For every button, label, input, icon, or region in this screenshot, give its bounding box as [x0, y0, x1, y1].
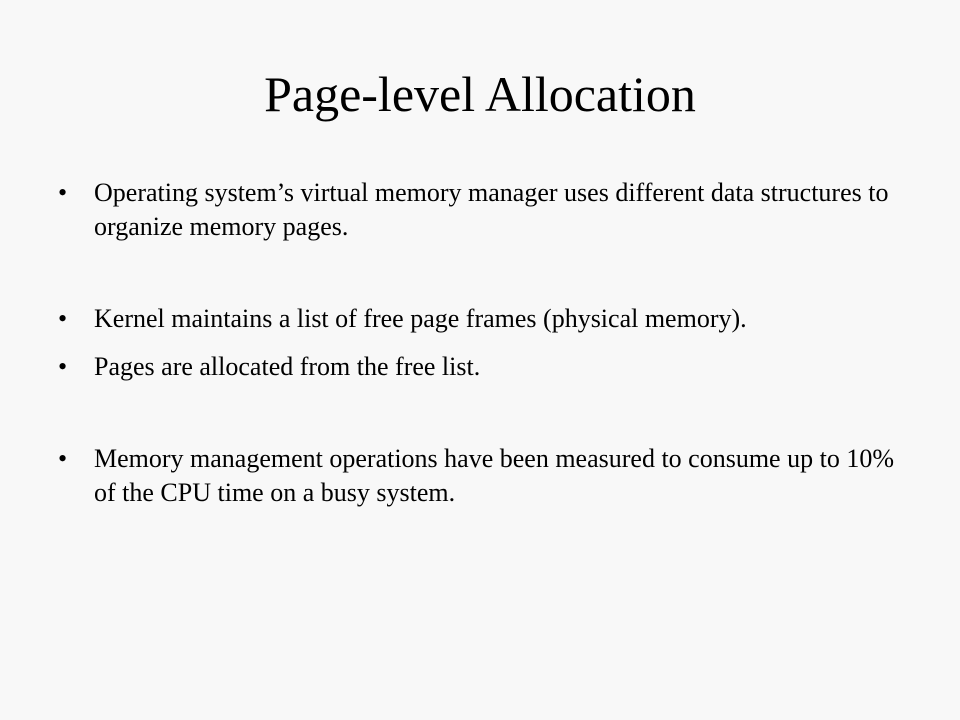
bullet-item [58, 302, 918, 336]
bullet-item [58, 442, 918, 510]
bullet-dot-icon: • [58, 304, 68, 333]
bullet-dot-icon: • [58, 352, 68, 381]
bullet-text: Pages are allocated from the free list. [94, 352, 481, 381]
bullet-item [58, 176, 918, 244]
bullet-text: Operating system’s virtual memory manager uses different data structures to organize memory pages. [94, 178, 889, 241]
bullet-text: Memory management operations have been measured to consume up to 10% of the CPU time on a busy system. [94, 444, 894, 507]
slide-title: Page-level Allocation [264, 66, 696, 122]
bullet-item [58, 350, 918, 384]
bullet-text: Kernel maintains a list of free page frames (physical memory). [94, 304, 747, 333]
bullet-list [58, 176, 918, 510]
bullet-dot-icon: • [58, 178, 68, 207]
bullet-dot-icon: • [58, 444, 68, 473]
